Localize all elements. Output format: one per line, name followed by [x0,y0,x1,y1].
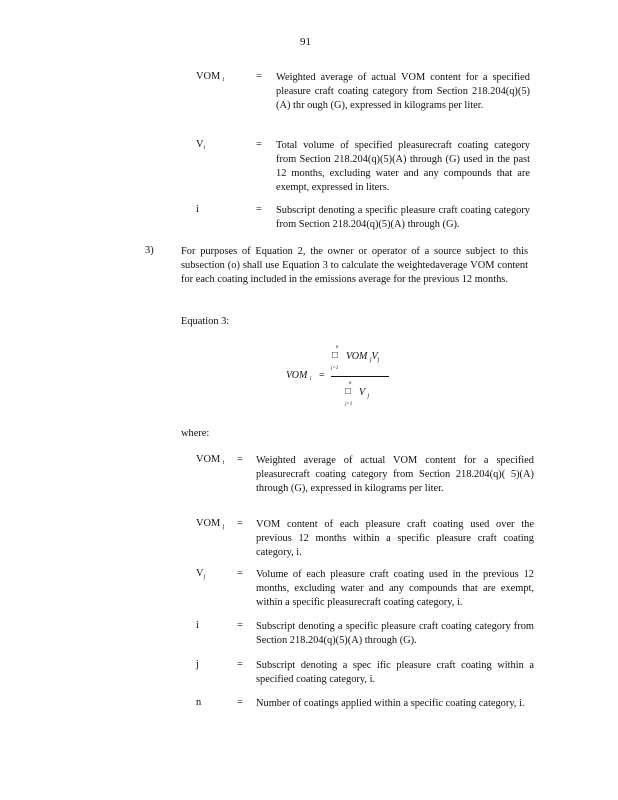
equals-sign: = [237,620,243,631]
equals-sign: = [237,697,243,708]
term: VOM $_i$ [196,454,225,466]
formula-equals: = [319,370,325,381]
definition-text: Volume of each pleasure craft coating used in the previous 12 months, excluding water and any compounds that are exempt, within a specific pleasurecraft coating category, i. [256,569,534,608]
term: $V_i$ [196,139,206,151]
item-number: 3) [145,245,154,256]
sum-symbol: □ [345,386,352,397]
definition-text: Weighted average of actual VOM content for a specified pleasure craft coating category from Section 218.204(q)(5)(A) thr ough (G), expressed in kilograms per liter. [276,72,530,111]
sum-lower-limit: j=1 [345,402,353,407]
definition-text: Total volume of specified pleasurecraft coating category from Section 218.204(q)(5)(A) through (G) used in the past 12 months, excluding water and any compounds that are exempt, expressed in liters. [276,140,530,193]
equals-sign: = [237,659,243,670]
equals-sign: = [256,139,262,150]
sum-upper-limit: n [349,381,352,386]
equals-sign: = [256,71,262,82]
term: i [196,620,199,631]
sum-symbol: □ [332,350,339,361]
sum-upper-limit: n [336,345,339,350]
equals-sign: = [237,454,243,465]
page-number: 91 [300,36,311,48]
item-paragraph: For purposes of Equation 2, the owner or operator of a source subject to this subsection (o) shall use Equation 3 to calculate the weightedaverage VOM content for each coating included in the emissions average for the previous 12 months. [181,246,528,285]
term: $V_j$ [196,568,206,580]
equals-sign: = [237,518,243,529]
term: VOM $_j$ [196,518,225,530]
term: n [196,697,202,708]
fraction-bar [331,376,389,377]
term: i [196,204,199,215]
definition-text: Subscript denoting a specific pleasure craft coating category from Section 218.204(q)(5)(A) through (G). [276,205,530,230]
formula-lhs: VOM $_i$ [286,370,312,382]
definition-text: Subscript denoting a specific pleasure craft coating category from Section 218.204(q)(5)(A) through (G). [256,621,534,646]
equals-sign: = [256,204,262,215]
definition-text: Subscript denoting a spec ific pleasure craft coating within a specified coating category, i. [256,660,534,685]
sum-lower-limit: j=1 [331,366,339,371]
equals-sign: = [237,568,243,579]
definition-text: Weighted average of actual VOM content for a specified pleasurecraft coating category from Section 218.204(q)( 5)(A) through (G), expressed in kilograms per liter. [256,455,534,494]
term: VOM $_i$ [196,71,225,83]
definition-text: VOM content of each pleasure craft coating used over the previous 12 months within a specific pleasure craft coating category, i. [256,519,534,558]
numerator: VOM $_jV_j$ [346,351,380,363]
term: j [196,659,199,670]
where-label: where: [181,428,210,439]
definition-text: Number of coatings applied within a specific coating category, i. [256,698,525,709]
denominator: V $_j$ [359,387,370,399]
equation-label: Equation 3: [181,316,230,327]
